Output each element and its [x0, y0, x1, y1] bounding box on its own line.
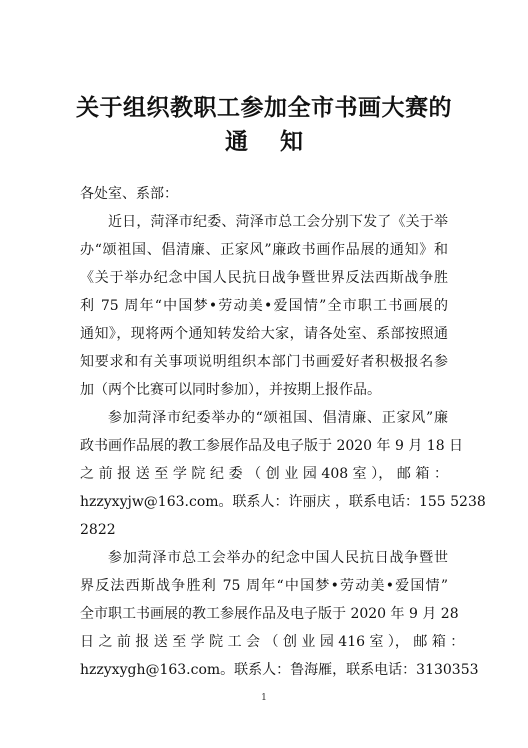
paragraph-1-line: 通知》，现将两个通知转发给大家，请各处室、系部按照通 [80, 326, 448, 342]
document-title-line-2: 通 知 [224, 129, 304, 155]
paragraph-1-line: 知要求和有关事项说明组织本部门书画爱好者积极报名参 [80, 354, 448, 370]
paragraph-1-line: 加（两个比赛可以同时参加），并按期上报作品。 [80, 382, 381, 398]
paragraph-3-line: 日 之 前 报 送 至 学 院 工 会 （ 创 业 园 416 室 ）， 邮 箱 ： [80, 634, 465, 650]
paragraph-2-line: 2822 [80, 522, 116, 538]
paragraph-1-line: 利 75 周年“中国梦•劳动美•爱国情”全市职工书画展的 [80, 298, 448, 314]
paragraph-3-line: 全市职工书画展的教工参展作品及电子版于 2020 年 9 月 28 [80, 606, 459, 622]
paragraph-2-line: 政书画作品展的教工参展作品及电子版于 2020 年 9 月 18 日 [80, 438, 464, 454]
paragraph-3-line: hzzyxygh@163.com。联系人：鲁海雁，联系电话：3130353 [80, 662, 479, 678]
paragraph-1-line: 近日，菏泽市纪委、菏泽市总工会分别下发了《关于举 [108, 214, 448, 230]
salutation: 各处室、系部： [80, 186, 178, 202]
document-title-line-1: 关于组织教职工参加全市书画大赛的 [76, 95, 452, 121]
paragraph-2-line: 之 前 报 送 至 学 院 纪 委 （ 创 业 园 408 室 ）， 邮 箱 ： [80, 466, 448, 482]
paragraph-3-line: 参加菏泽市总工会举办的纪念中国人民抗日战争暨世 [108, 550, 448, 566]
paragraph-2-line: 参加菏泽市纪委举办的“颂祖国、倡清廉、正家风”廉 [108, 410, 448, 426]
paragraph-1-line: 《关于举办纪念中国人民抗日战争暨世界反法西斯战争胜 [80, 270, 448, 286]
page-number: 1 [261, 693, 267, 703]
paragraph-1-line: 办“颂祖国、倡清廉、正家风”廉政书画作品展的通知》和 [80, 242, 448, 258]
paragraph-3-line: 界反法西斯战争胜利 75 周年“中国梦•劳动美•爱国情” [80, 578, 448, 594]
paragraph-2-line: hzzyxyjw@163.com。联系人：许丽庆 ，联系电话：155 5238 [80, 494, 486, 510]
